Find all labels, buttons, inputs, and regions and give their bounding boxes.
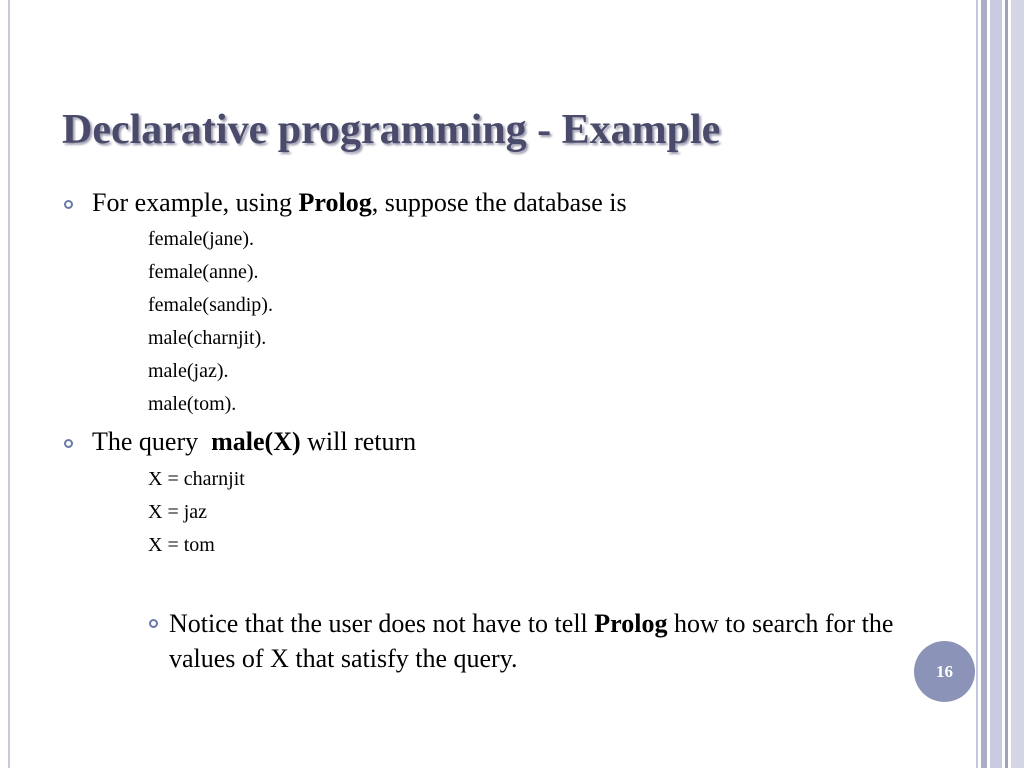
bullet-text: For example, using: [92, 188, 299, 217]
left-border-line: [8, 0, 10, 768]
database-fact: male(charnjit).: [148, 327, 267, 349]
note-text: Notice that the user does not have to tell: [169, 609, 595, 638]
bullet-bold-term: Prolog: [298, 188, 372, 217]
bullet-icon: [64, 200, 73, 209]
note-bold-term: Prolog: [594, 609, 668, 638]
query-result: X = charnjit: [148, 468, 245, 490]
database-fact: female(anne).: [148, 261, 259, 283]
database-fact: female(jane).: [148, 228, 255, 250]
frame-stripe: [1005, 0, 1008, 768]
frame-stripe: [981, 0, 987, 768]
page-number-badge: 16: [914, 641, 975, 702]
bullet-text: , suppose the database is: [371, 188, 627, 217]
database-fact: male(jaz).: [148, 360, 229, 382]
bullet-text: will return: [300, 427, 417, 456]
note-text: how to search for the values of X that satisfy the query.: [169, 609, 894, 673]
note-paragraph: [169, 606, 929, 676]
database-fact: female(sandip).: [148, 294, 273, 316]
query-result: X = jaz: [148, 501, 208, 523]
query-result: X = tom: [148, 534, 215, 556]
bullet-query: [92, 427, 416, 457]
database-fact: male(tom).: [148, 393, 237, 415]
frame-stripe: [1011, 0, 1024, 768]
bullet-bold-term: male(X): [211, 427, 301, 456]
frame-stripe: [990, 0, 1002, 768]
bullet-text: The query: [92, 427, 212, 456]
slide-title: Declarative programming - Example: [62, 107, 721, 153]
bullet-database-intro: [92, 188, 627, 218]
right-decorative-frame: [976, 0, 1024, 768]
bullet-icon: [149, 619, 158, 628]
frame-stripe: [976, 0, 978, 768]
bullet-icon: [64, 439, 73, 448]
